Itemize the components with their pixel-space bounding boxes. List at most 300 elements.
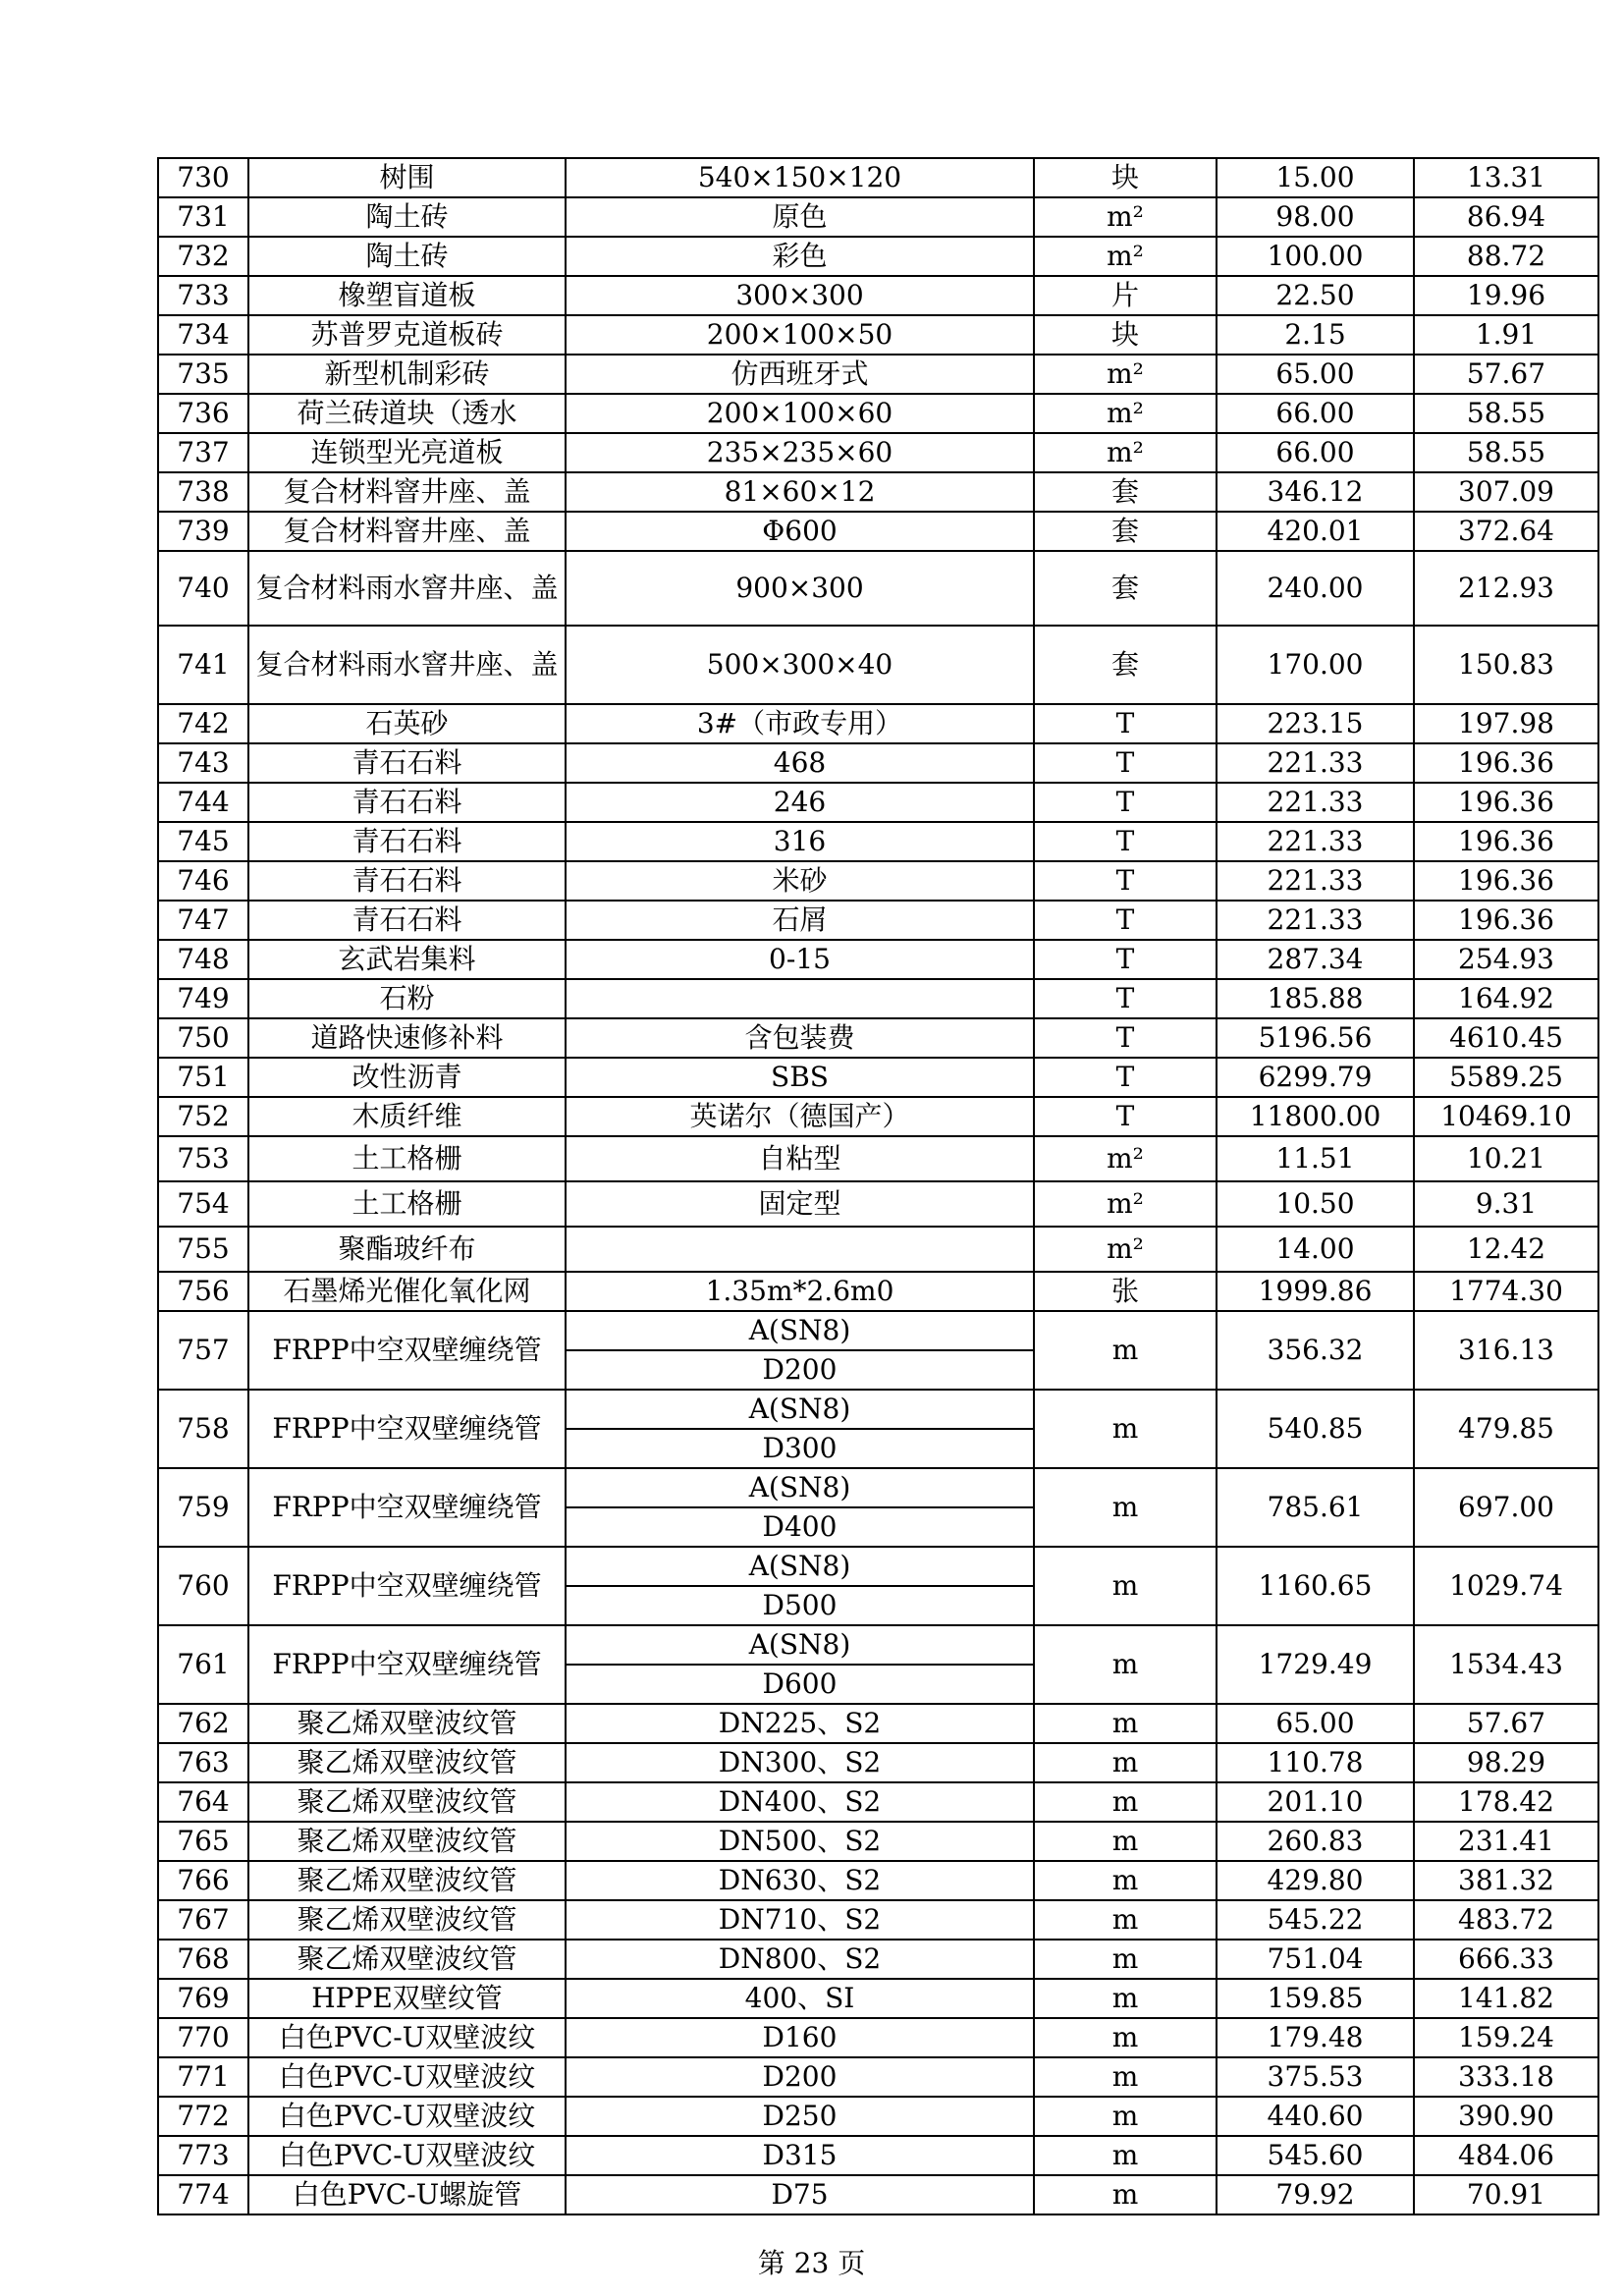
price-incl-tax-cell: 1729.49 <box>1217 1625 1414 1704</box>
unit-cell: 片 <box>1034 276 1217 315</box>
material-name-cell: 复合材料雨水窨井座、盖 <box>248 626 566 704</box>
material-name-cell: FRPP中空双壁缠绕管 <box>248 1468 566 1547</box>
price-excl-tax-cell: 58.55 <box>1414 394 1598 433</box>
specification-cell: DN225、S2 <box>566 1704 1034 1743</box>
specification-cell: DN300、S2 <box>566 1743 1034 1782</box>
material-name-cell: 青石石料 <box>248 822 566 861</box>
table-row <box>158 1272 1598 1311</box>
price-excl-tax-cell: 1534.43 <box>1414 1625 1598 1704</box>
price-excl-tax-cell: 19.96 <box>1414 276 1598 315</box>
specification-cell: 英诺尔（德国产） <box>566 1097 1034 1136</box>
row-number-cell: 766 <box>158 1861 248 1900</box>
price-incl-tax-cell: 185.88 <box>1217 979 1414 1018</box>
price-excl-tax-cell: 196.36 <box>1414 822 1598 861</box>
price-incl-tax-cell: 11.51 <box>1217 1136 1414 1181</box>
table-row <box>158 512 1598 551</box>
material-name-cell: 聚酯玻纤布 <box>248 1227 566 1272</box>
unit-cell: m <box>1034 1390 1217 1468</box>
specification-cell: 含包装费 <box>566 1018 1034 1058</box>
table-row <box>158 315 1598 355</box>
table-row <box>158 743 1598 783</box>
row-number-cell: 742 <box>158 704 248 743</box>
specification-cell: 540×150×120 <box>566 158 1034 197</box>
table-row <box>158 861 1598 901</box>
unit-cell: m <box>1034 1782 1217 1822</box>
price-excl-tax-cell: 70.91 <box>1414 2175 1598 2214</box>
table-row <box>158 551 1598 626</box>
row-number-cell: 736 <box>158 394 248 433</box>
price-table-body <box>158 158 1598 2214</box>
price-excl-tax-cell: 164.92 <box>1414 979 1598 1018</box>
price-excl-tax-cell: 196.36 <box>1414 783 1598 822</box>
unit-cell: T <box>1034 822 1217 861</box>
material-name-cell: 聚乙烯双壁波纹管 <box>248 1940 566 1979</box>
unit-cell: m <box>1034 1625 1217 1704</box>
specification-grade: A(SN8) <box>567 1469 1033 1508</box>
table-row <box>158 1861 1598 1900</box>
material-name-cell: 玄武岩集料 <box>248 940 566 979</box>
unit-cell: T <box>1034 940 1217 979</box>
price-excl-tax-cell: 98.29 <box>1414 1743 1598 1782</box>
price-excl-tax-cell: 178.42 <box>1414 1782 1598 1822</box>
unit-cell: 套 <box>1034 626 1217 704</box>
specification-cell: Φ600 <box>566 512 1034 551</box>
price-incl-tax-cell: 100.00 <box>1217 237 1414 276</box>
unit-cell: T <box>1034 783 1217 822</box>
price-excl-tax-cell: 479.85 <box>1414 1390 1598 1468</box>
row-number-cell: 757 <box>158 1311 248 1390</box>
price-incl-tax-cell: 110.78 <box>1217 1743 1414 1782</box>
specification-cell: DN800、S2 <box>566 1940 1034 1979</box>
price-incl-tax-cell: 429.80 <box>1217 1861 1414 1900</box>
price-incl-tax-cell: 420.01 <box>1217 512 1414 551</box>
price-excl-tax-cell: 88.72 <box>1414 237 1598 276</box>
unit-cell: m <box>1034 2018 1217 2057</box>
unit-cell: m <box>1034 2057 1217 2097</box>
material-name-cell: 聚乙烯双壁波纹管 <box>248 1822 566 1861</box>
price-incl-tax-cell: 65.00 <box>1217 1704 1414 1743</box>
material-name-cell: 木质纤维 <box>248 1097 566 1136</box>
table-row <box>158 822 1598 861</box>
material-name-cell: 白色PVC-U双壁波纹 <box>248 2097 566 2136</box>
price-incl-tax-cell: 221.33 <box>1217 743 1414 783</box>
material-name-cell: 荷兰砖道块（透水 <box>248 394 566 433</box>
price-incl-tax-cell: 540.85 <box>1217 1390 1414 1468</box>
price-incl-tax-cell: 223.15 <box>1217 704 1414 743</box>
table-row <box>158 1097 1598 1136</box>
price-excl-tax-cell: 697.00 <box>1414 1468 1598 1547</box>
price-incl-tax-cell: 98.00 <box>1217 197 1414 237</box>
price-excl-tax-cell: 10.21 <box>1414 1136 1598 1181</box>
table-row <box>158 2175 1598 2214</box>
price-incl-tax-cell: 5196.56 <box>1217 1018 1414 1058</box>
specification-cell: 200×100×60 <box>566 394 1034 433</box>
specification-cell: 3#（市政专用） <box>566 704 1034 743</box>
unit-cell: T <box>1034 1018 1217 1058</box>
specification-cell: D250 <box>566 2097 1034 2136</box>
table-row <box>158 1704 1598 1743</box>
material-name-cell: FRPP中空双壁缠绕管 <box>248 1311 566 1390</box>
specification-cell: D315 <box>566 2136 1034 2175</box>
table-row <box>158 979 1598 1018</box>
specification-cell: DN630、S2 <box>566 1861 1034 1900</box>
unit-cell: T <box>1034 1058 1217 1097</box>
material-name-cell: 青石石料 <box>248 743 566 783</box>
specification-cell <box>566 979 1034 1018</box>
table-row <box>158 1390 1598 1468</box>
specification-cell: DN400、S2 <box>566 1782 1034 1822</box>
price-incl-tax-cell: 65.00 <box>1217 355 1414 394</box>
specification-cell: DN710、S2 <box>566 1900 1034 1940</box>
row-number-cell: 770 <box>158 2018 248 2057</box>
table-row <box>158 1822 1598 1861</box>
row-number-cell: 731 <box>158 197 248 237</box>
specification-diameter: D200 <box>762 1353 838 1386</box>
specification-grade: A(SN8) <box>567 1391 1033 1430</box>
specification-diameter: D600 <box>762 1667 838 1700</box>
specification-cell: 米砂 <box>566 861 1034 901</box>
table-row <box>158 1136 1598 1181</box>
specification-cell: 200×100×50 <box>566 315 1034 355</box>
row-number-cell: 772 <box>158 2097 248 2136</box>
row-number-cell: 765 <box>158 1822 248 1861</box>
price-excl-tax-cell: 141.82 <box>1414 1979 1598 2018</box>
specification-diameter: D400 <box>762 1510 838 1543</box>
price-incl-tax-cell: 346.12 <box>1217 472 1414 512</box>
row-number-cell: 739 <box>158 512 248 551</box>
specification-cell: 246 <box>566 783 1034 822</box>
unit-cell: 套 <box>1034 551 1217 626</box>
row-number-cell: 741 <box>158 626 248 704</box>
table-row <box>158 1547 1598 1625</box>
material-name-cell: 聚乙烯双壁波纹管 <box>248 1704 566 1743</box>
price-incl-tax-cell: 15.00 <box>1217 158 1414 197</box>
table-row <box>158 1979 1598 2018</box>
unit-cell: m <box>1034 2097 1217 2136</box>
price-excl-tax-cell: 12.42 <box>1414 1227 1598 1272</box>
row-number-cell: 774 <box>158 2175 248 2214</box>
unit-cell: m² <box>1034 355 1217 394</box>
table-row <box>158 1227 1598 1272</box>
specification-cell: SBS <box>566 1058 1034 1097</box>
table-row <box>158 1940 1598 1979</box>
price-excl-tax-cell: 10469.10 <box>1414 1097 1598 1136</box>
price-excl-tax-cell: 197.98 <box>1414 704 1598 743</box>
table-row <box>158 1900 1598 1940</box>
material-name-cell: 新型机制彩砖 <box>248 355 566 394</box>
price-incl-tax-cell: 240.00 <box>1217 551 1414 626</box>
price-incl-tax-cell: 79.92 <box>1217 2175 1414 2214</box>
row-number-cell: 752 <box>158 1097 248 1136</box>
price-excl-tax-cell: 150.83 <box>1414 626 1598 704</box>
material-name-cell: 土工格栅 <box>248 1136 566 1181</box>
material-name-cell: 白色PVC-U双壁波纹 <box>248 2136 566 2175</box>
specification-cell <box>566 1547 1034 1625</box>
unit-cell: m <box>1034 1704 1217 1743</box>
specification-cell: DN500、S2 <box>566 1822 1034 1861</box>
row-number-cell: 753 <box>158 1136 248 1181</box>
table-row <box>158 197 1598 237</box>
specification-cell: 石屑 <box>566 901 1034 940</box>
specification-cell: 彩色 <box>566 237 1034 276</box>
specification-diameter: D300 <box>762 1432 838 1464</box>
price-incl-tax-cell: 375.53 <box>1217 2057 1414 2097</box>
price-excl-tax-cell: 5589.25 <box>1414 1058 1598 1097</box>
material-name-cell: 陶土砖 <box>248 237 566 276</box>
unit-cell: m <box>1034 1468 1217 1547</box>
table-row <box>158 472 1598 512</box>
unit-cell: T <box>1034 1097 1217 1136</box>
price-excl-tax-cell: 13.31 <box>1414 158 1598 197</box>
unit-cell: m <box>1034 1979 1217 2018</box>
row-number-cell: 743 <box>158 743 248 783</box>
table-row <box>158 1018 1598 1058</box>
specification-cell <box>566 1625 1034 1704</box>
material-name-cell: 聚乙烯双壁波纹管 <box>248 1900 566 1940</box>
price-excl-tax-cell: 307.09 <box>1414 472 1598 512</box>
unit-cell: T <box>1034 704 1217 743</box>
table-row <box>158 276 1598 315</box>
material-name-cell: 聚乙烯双壁波纹管 <box>248 1782 566 1822</box>
specification-grade: A(SN8) <box>567 1312 1033 1351</box>
row-number-cell: 762 <box>158 1704 248 1743</box>
specification-grade: A(SN8) <box>567 1626 1033 1666</box>
price-incl-tax-cell: 6299.79 <box>1217 1058 1414 1097</box>
row-number-cell: 767 <box>158 1900 248 1940</box>
price-incl-tax-cell: 1160.65 <box>1217 1547 1414 1625</box>
row-number-cell: 771 <box>158 2057 248 2097</box>
row-number-cell: 761 <box>158 1625 248 1704</box>
price-excl-tax-cell: 381.32 <box>1414 1861 1598 1900</box>
price-incl-tax-cell: 785.61 <box>1217 1468 1414 1547</box>
row-number-cell: 744 <box>158 783 248 822</box>
specification-cell: D200 <box>566 2057 1034 2097</box>
unit-cell: 张 <box>1034 1272 1217 1311</box>
row-number-cell: 734 <box>158 315 248 355</box>
specification-cell: D75 <box>566 2175 1034 2214</box>
price-excl-tax-cell: 390.90 <box>1414 2097 1598 2136</box>
row-number-cell: 754 <box>158 1181 248 1227</box>
row-number-cell: 735 <box>158 355 248 394</box>
price-excl-tax-cell: 1.91 <box>1414 315 1598 355</box>
material-name-cell: FRPP中空双壁缠绕管 <box>248 1390 566 1468</box>
row-number-cell: 749 <box>158 979 248 1018</box>
material-name-cell: 白色PVC-U螺旋管 <box>248 2175 566 2214</box>
table-row <box>158 783 1598 822</box>
specification-cell: 400、SI <box>566 1979 1034 2018</box>
row-number-cell: 773 <box>158 2136 248 2175</box>
price-excl-tax-cell: 196.36 <box>1414 861 1598 901</box>
unit-cell: 块 <box>1034 158 1217 197</box>
price-incl-tax-cell: 287.34 <box>1217 940 1414 979</box>
table-row <box>158 2136 1598 2175</box>
unit-cell: 套 <box>1034 512 1217 551</box>
material-name-cell: FRPP中空双壁缠绕管 <box>248 1625 566 1704</box>
price-table <box>157 157 1599 2215</box>
unit-cell: m <box>1034 1743 1217 1782</box>
price-incl-tax-cell: 545.60 <box>1217 2136 1414 2175</box>
unit-cell: m² <box>1034 1181 1217 1227</box>
table-row <box>158 1782 1598 1822</box>
material-name-cell: 青石石料 <box>248 901 566 940</box>
material-name-cell: 青石石料 <box>248 783 566 822</box>
unit-cell: m² <box>1034 237 1217 276</box>
price-incl-tax-cell: 221.33 <box>1217 901 1414 940</box>
material-name-cell: 白色PVC-U双壁波纹 <box>248 2018 566 2057</box>
specification-cell: 316 <box>566 822 1034 861</box>
page-number: 第 23 页 <box>757 2247 866 2279</box>
unit-cell: m² <box>1034 394 1217 433</box>
price-incl-tax-cell: 356.32 <box>1217 1311 1414 1390</box>
price-incl-tax-cell: 66.00 <box>1217 433 1414 472</box>
material-name-cell: 青石石料 <box>248 861 566 901</box>
specification-cell: 81×60×12 <box>566 472 1034 512</box>
unit-cell: T <box>1034 743 1217 783</box>
unit-cell: m <box>1034 1900 1217 1940</box>
row-number-cell: 737 <box>158 433 248 472</box>
table-row <box>158 237 1598 276</box>
table-row <box>158 1311 1598 1390</box>
unit-cell: m² <box>1034 197 1217 237</box>
row-number-cell: 759 <box>158 1468 248 1547</box>
table-row <box>158 1625 1598 1704</box>
price-incl-tax-cell: 14.00 <box>1217 1227 1414 1272</box>
price-excl-tax-cell: 316.13 <box>1414 1311 1598 1390</box>
specification-cell: 固定型 <box>566 1181 1034 1227</box>
row-number-cell: 740 <box>158 551 248 626</box>
unit-cell: 套 <box>1034 472 1217 512</box>
material-name-cell: 石英砂 <box>248 704 566 743</box>
material-name-cell: 树围 <box>248 158 566 197</box>
specification-cell: 500×300×40 <box>566 626 1034 704</box>
price-excl-tax-cell: 333.18 <box>1414 2057 1598 2097</box>
specification-cell <box>566 1227 1034 1272</box>
price-incl-tax-cell: 2.15 <box>1217 315 1414 355</box>
price-excl-tax-cell: 483.72 <box>1414 1900 1598 1940</box>
table-row <box>158 1468 1598 1547</box>
price-excl-tax-cell: 1774.30 <box>1414 1272 1598 1311</box>
row-number-cell: 750 <box>158 1018 248 1058</box>
price-excl-tax-cell: 484.06 <box>1414 2136 1598 2175</box>
price-incl-tax-cell: 221.33 <box>1217 822 1414 861</box>
unit-cell: m <box>1034 1861 1217 1900</box>
price-excl-tax-cell: 196.36 <box>1414 743 1598 783</box>
material-name-cell: 改性沥青 <box>248 1058 566 1097</box>
price-excl-tax-cell: 254.93 <box>1414 940 1598 979</box>
specification-cell: 自粘型 <box>566 1136 1034 1181</box>
unit-cell: 块 <box>1034 315 1217 355</box>
table-row <box>158 2097 1598 2136</box>
unit-cell: m² <box>1034 433 1217 472</box>
unit-cell: m <box>1034 2175 1217 2214</box>
row-number-cell: 760 <box>158 1547 248 1625</box>
table-row <box>158 394 1598 433</box>
material-name-cell: 石粉 <box>248 979 566 1018</box>
specification-cell <box>566 1390 1034 1468</box>
price-excl-tax-cell: 4610.45 <box>1414 1018 1598 1058</box>
row-number-cell: 764 <box>158 1782 248 1822</box>
table-row <box>158 1743 1598 1782</box>
specification-cell: 300×300 <box>566 276 1034 315</box>
row-number-cell: 756 <box>158 1272 248 1311</box>
row-number-cell: 769 <box>158 1979 248 2018</box>
row-number-cell: 745 <box>158 822 248 861</box>
specification-diameter: D500 <box>762 1589 838 1621</box>
material-name-cell: 复合材料窨井座、盖 <box>248 512 566 551</box>
unit-cell: m <box>1034 2136 1217 2175</box>
row-number-cell: 733 <box>158 276 248 315</box>
price-incl-tax-cell: 10.50 <box>1217 1181 1414 1227</box>
table-row <box>158 1181 1598 1227</box>
unit-cell: m <box>1034 1940 1217 1979</box>
specification-cell: 468 <box>566 743 1034 783</box>
material-name-cell: 聚乙烯双壁波纹管 <box>248 1861 566 1900</box>
price-incl-tax-cell: 179.48 <box>1217 2018 1414 2057</box>
specification-cell: 0-15 <box>566 940 1034 979</box>
row-number-cell: 738 <box>158 472 248 512</box>
price-excl-tax-cell: 159.24 <box>1414 2018 1598 2057</box>
material-name-cell: 聚乙烯双壁波纹管 <box>248 1743 566 1782</box>
table-row <box>158 626 1598 704</box>
table-row <box>158 433 1598 472</box>
row-number-cell: 755 <box>158 1227 248 1272</box>
price-incl-tax-cell: 201.10 <box>1217 1782 1414 1822</box>
material-name-cell: 道路快速修补料 <box>248 1018 566 1058</box>
row-number-cell: 747 <box>158 901 248 940</box>
row-number-cell: 758 <box>158 1390 248 1468</box>
table-row <box>158 355 1598 394</box>
price-incl-tax-cell: 11800.00 <box>1217 1097 1414 1136</box>
price-excl-tax-cell: 57.67 <box>1414 355 1598 394</box>
row-number-cell: 763 <box>158 1743 248 1782</box>
price-incl-tax-cell: 221.33 <box>1217 861 1414 901</box>
price-incl-tax-cell: 159.85 <box>1217 1979 1414 2018</box>
material-name-cell: FRPP中空双壁缠绕管 <box>248 1547 566 1625</box>
price-excl-tax-cell: 666.33 <box>1414 1940 1598 1979</box>
specification-cell: 900×300 <box>566 551 1034 626</box>
price-excl-tax-cell: 57.67 <box>1414 1704 1598 1743</box>
table-row <box>158 2018 1598 2057</box>
specification-cell: 原色 <box>566 197 1034 237</box>
unit-cell: T <box>1034 901 1217 940</box>
material-name-cell: HPPE双壁纹管 <box>248 1979 566 2018</box>
table-row <box>158 704 1598 743</box>
row-number-cell: 746 <box>158 861 248 901</box>
material-name-cell: 苏普罗克道板砖 <box>248 315 566 355</box>
price-excl-tax-cell: 196.36 <box>1414 901 1598 940</box>
row-number-cell: 768 <box>158 1940 248 1979</box>
row-number-cell: 748 <box>158 940 248 979</box>
price-incl-tax-cell: 545.22 <box>1217 1900 1414 1940</box>
material-name-cell: 陶土砖 <box>248 197 566 237</box>
price-excl-tax-cell: 58.55 <box>1414 433 1598 472</box>
price-excl-tax-cell: 1029.74 <box>1414 1547 1598 1625</box>
specification-cell: D160 <box>566 2018 1034 2057</box>
unit-cell: m <box>1034 1311 1217 1390</box>
table-row <box>158 2057 1598 2097</box>
specification-grade: A(SN8) <box>567 1548 1033 1587</box>
price-incl-tax-cell: 440.60 <box>1217 2097 1414 2136</box>
unit-cell: T <box>1034 861 1217 901</box>
price-excl-tax-cell: 231.41 <box>1414 1822 1598 1861</box>
price-excl-tax-cell: 372.64 <box>1414 512 1598 551</box>
price-incl-tax-cell: 221.33 <box>1217 783 1414 822</box>
unit-cell: m² <box>1034 1136 1217 1181</box>
material-name-cell: 石墨烯光催化氧化网 <box>248 1272 566 1311</box>
specification-cell: 仿西班牙式 <box>566 355 1034 394</box>
table-row <box>158 901 1598 940</box>
unit-cell: m <box>1034 1547 1217 1625</box>
